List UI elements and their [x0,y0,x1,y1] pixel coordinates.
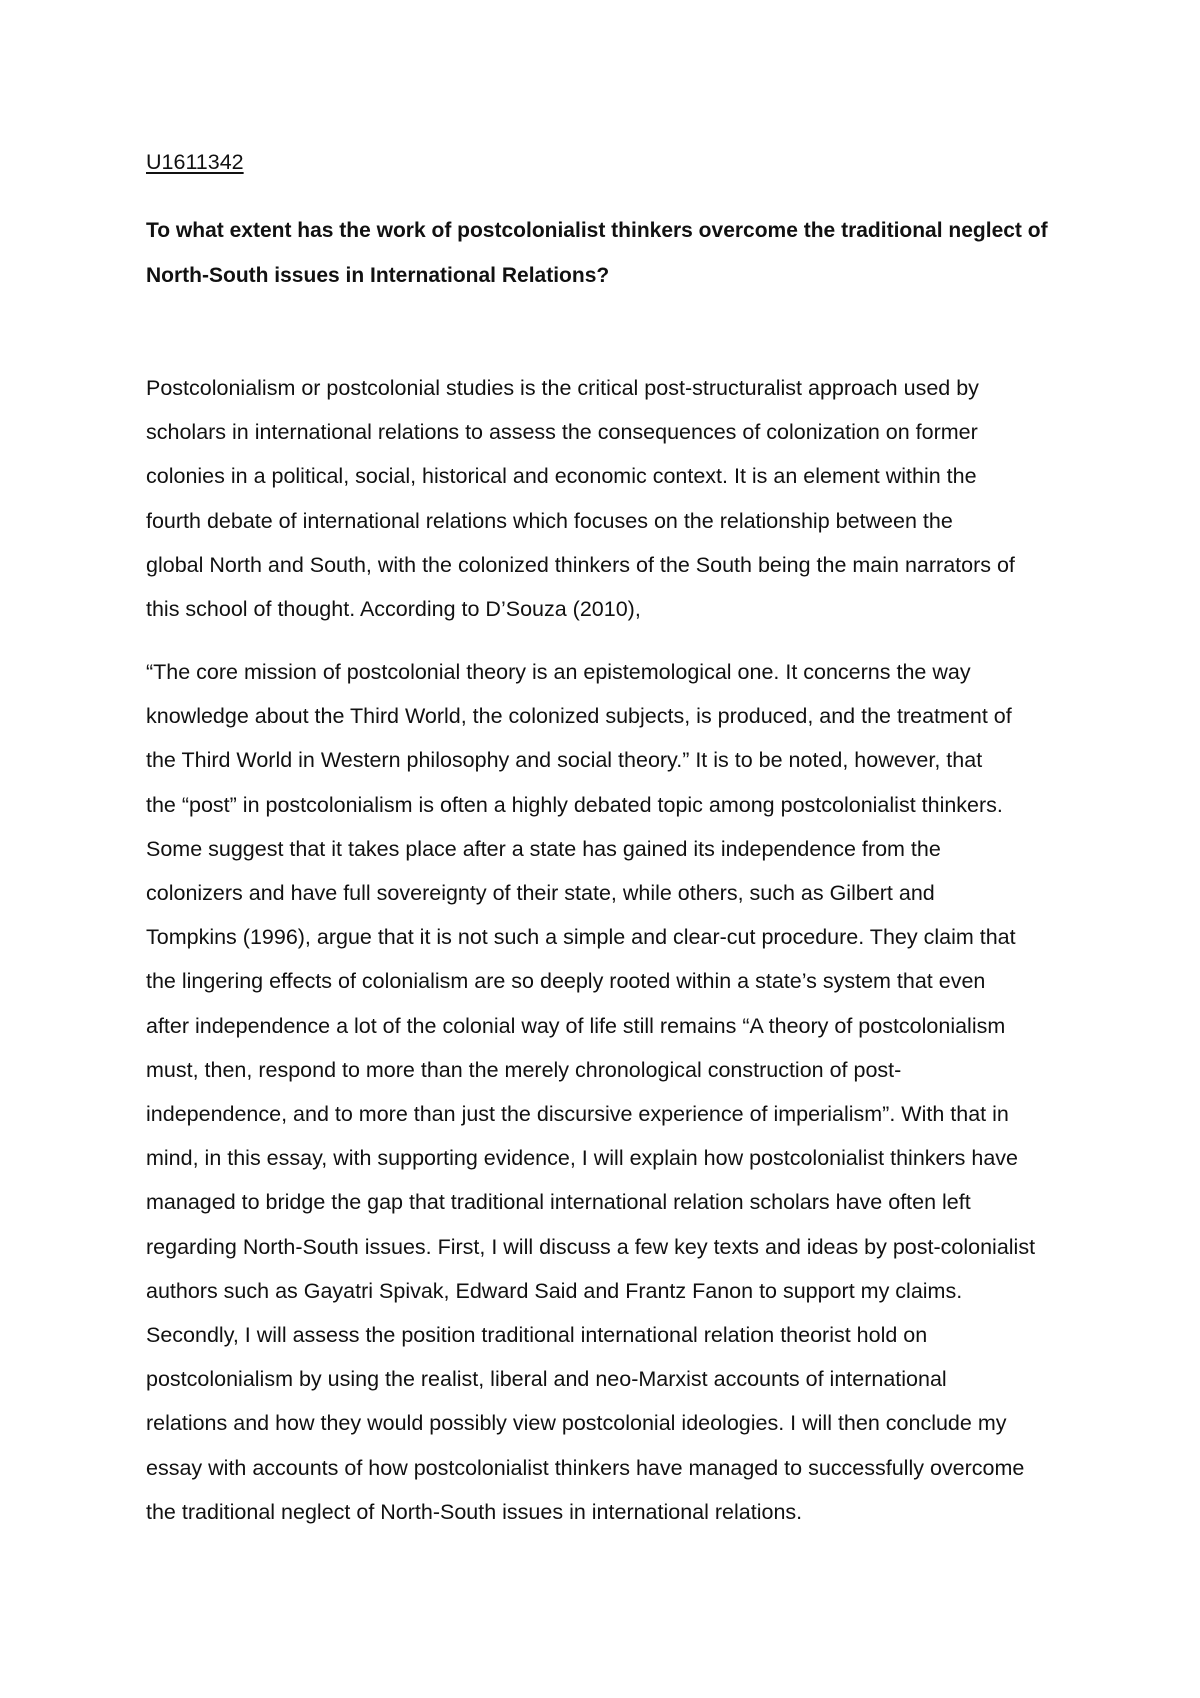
text-line: Postcolonialism or postcolonial studies is the critical post-structuralist approach used by [146,376,979,400]
text-line: authors such as Gayatri Spivak, Edward Said and Frantz Fanon to support my claims. [146,1278,963,1303]
text-line: Some suggest that it takes place after a state has gained its independence from the [146,836,941,861]
text-line: Tompkins (1996), argue that it is not such a simple and clear-cut procedure. They claim that [146,925,1016,950]
text-line: essay with accounts of how postcolonialist thinkers have managed to successfully overcome [146,1455,1025,1480]
text-line: the Third World in Western philosophy and social theory.” It is to be noted, however, that [146,748,983,773]
text-line: regarding North-South issues. First, I will discuss a few key texts and ideas by post-colonialist [146,1234,1036,1259]
text-line: the traditional neglect of North-South issues in international relations. [146,1499,803,1524]
text-line: Secondly, I will assess the position traditional international relation theorist hold on [146,1323,928,1348]
text-line: colonizers and have full sovereignty of their state, while others, such as Gilbert and [146,881,935,906]
student-id: U1611342 [146,150,244,174]
essay-title [146,209,1048,298]
text-line: “The core mission of postcolonial theory is an epistemological one. It concerns the way [146,660,971,684]
text-line: knowledge about the Third World, the colonized subjects, is produced, and the treatment of [146,704,1012,729]
title-line: North-South issues in International Relations? [146,263,610,287]
text-line: postcolonialism by using the realist, liberal and neo-Marxist accounts of international [146,1367,947,1392]
paragraph-body [146,650,1035,1534]
text-line: must, then, respond to more than the merely chronological construction of post- [146,1057,902,1082]
title-line: To what extent has the work of postcolonialist thinkers overcome the traditional neglect of [146,219,1048,242]
text-line: independence, and to more than just the discursive experience of imperialism”. With that in [146,1102,1009,1127]
text-line: fourth debate of international relations which focuses on the relationship between the [146,508,953,533]
text-line: global North and South, with the colonized thinkers of the South being the main narrators of [146,552,1015,577]
text-line: managed to bridge the gap that traditional international relation scholars have often left [146,1190,971,1215]
text-line: relations and how they would possibly view postcolonial ideologies. I will then conclude my [146,1411,1007,1436]
paragraph-introduction [146,366,1015,631]
text-line: scholars in international relations to assess the consequences of colonization on former [146,420,978,445]
text-line: colonies in a political, social, historical and economic context. It is an element within the [146,464,977,489]
text-line: after independence a lot of the colonial way of life still remains “A theory of postcolonialism [146,1013,1006,1038]
text-line: this school of thought. According to D’Souza (2010), [146,597,641,622]
text-line: mind, in this essay, with supporting evidence, I will explain how postcolonialist thinkers have [146,1146,1018,1171]
text-line: the “post” in postcolonialism is often a highly debated topic among postcolonialist thinkers. [146,792,1003,817]
text-line: the lingering effects of colonialism are so deeply rooted within a state’s system that even [146,969,986,994]
